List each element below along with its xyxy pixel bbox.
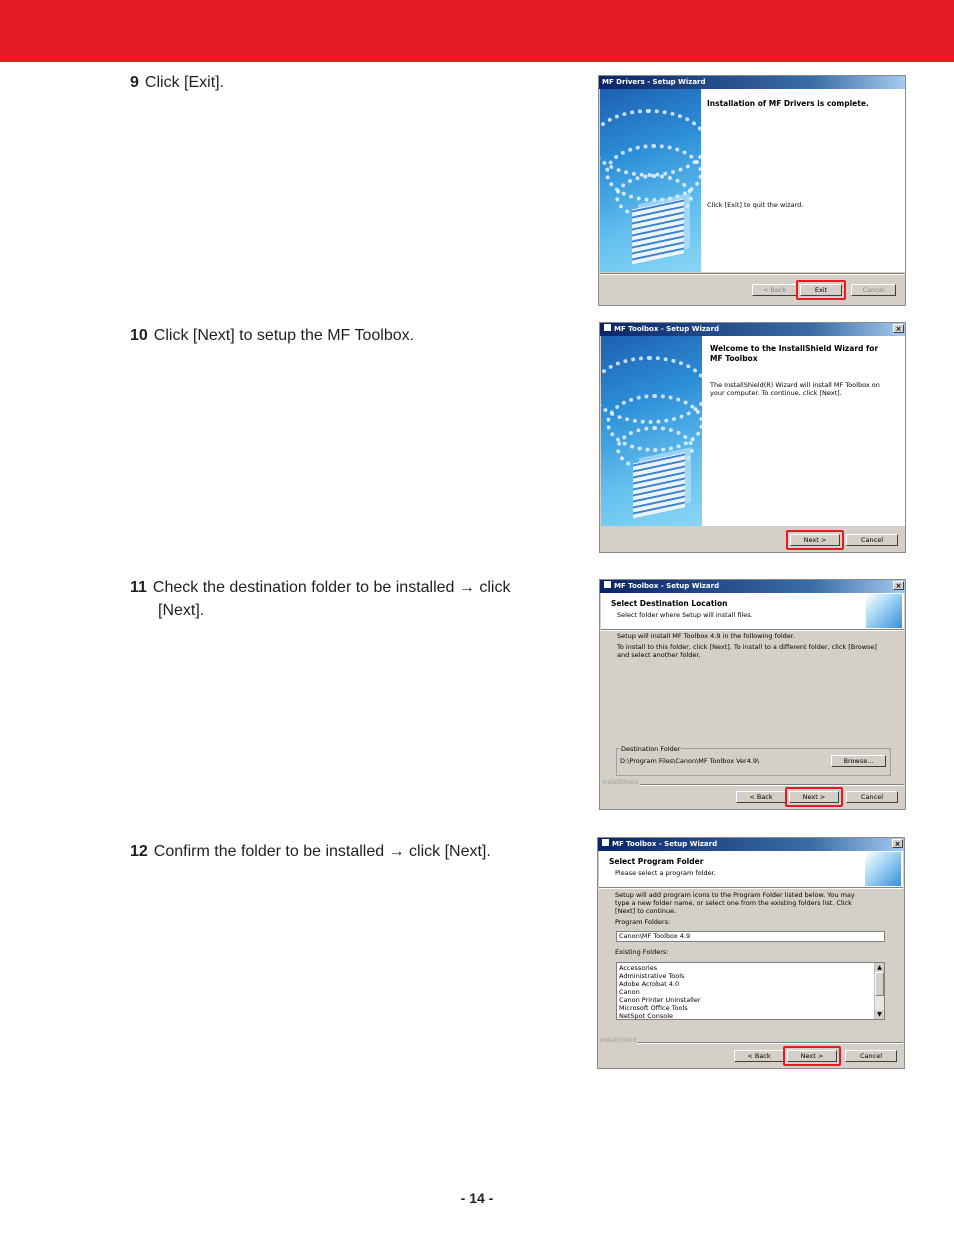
- destination-path: D:\Program Files\Canon\MF Toolbox Ver4.9\: [620, 757, 760, 765]
- highlight-frame: [785, 787, 843, 807]
- dialog-body: Click [Exit] to quit the wizard.: [707, 201, 804, 209]
- cancel-button[interactable]: Cancel: [846, 534, 898, 546]
- divider: [638, 1042, 903, 1044]
- divider: [599, 887, 903, 889]
- next-button[interactable]: Next >: [789, 791, 839, 803]
- dialog-content: [701, 89, 905, 272]
- step-12: [130, 840, 570, 863]
- highlight-frame: [783, 1046, 841, 1066]
- step-number: 9: [130, 74, 139, 91]
- scroll-down-icon[interactable]: ▼: [875, 1010, 884, 1019]
- program-folder-dialog: [597, 837, 905, 1069]
- scroll-thumb[interactable]: [875, 972, 884, 996]
- step-text-continued: [Next].: [158, 602, 205, 619]
- existing-folders-label: Existing Folders:: [615, 948, 669, 956]
- divider: [601, 629, 904, 631]
- dialog-body-line2: To install to this folder, click [Next]. To install to a different folder, click [Browse] and select another folder.: [617, 643, 877, 659]
- dialog-body: The InstallShield(R) Wizard will install MF Toolbox on your computer. To continue, click [Next].: [710, 381, 880, 397]
- app-icon: [601, 838, 610, 847]
- step-text: Check the destination folder to be installed → click: [152, 579, 511, 596]
- dialog-title: MF Toolbox - Setup Wizard: [614, 325, 720, 333]
- step-text: Click [Exit].: [144, 74, 225, 91]
- step-text: Confirm the folder to be installed → click [Next].: [153, 843, 491, 860]
- exit-button[interactable]: Exit: [800, 284, 842, 296]
- list-item[interactable]: Canon: [619, 988, 640, 996]
- dialog-title-bar: [598, 838, 904, 851]
- dialog-title-bar: [600, 580, 905, 593]
- existing-folders-list[interactable]: [616, 962, 885, 1020]
- cancel-button[interactable]: Cancel: [845, 1050, 897, 1062]
- step-11: [130, 576, 570, 622]
- setup-graphic: [865, 852, 901, 886]
- divider: [600, 273, 904, 275]
- step-text: Click [Next] to setup the MF Toolbox.: [153, 327, 415, 344]
- toolbox-welcome-dialog: [599, 322, 906, 553]
- destination-location-dialog: [599, 579, 906, 810]
- back-button[interactable]: < Back: [734, 1050, 784, 1062]
- browse-button[interactable]: Browse...: [831, 755, 886, 767]
- next-button[interactable]: Next >: [790, 534, 840, 546]
- scroll-up-icon[interactable]: ▲: [875, 963, 884, 972]
- highlight-frame: [786, 530, 844, 550]
- dialog-heading: Select Destination Location: [611, 599, 728, 608]
- dialog-title-bar: [599, 76, 905, 89]
- step-number: 11: [130, 579, 147, 596]
- dialog-header: [601, 593, 904, 629]
- dialog-body-line1: Setup will install MF Toolbox 4.9 in the following folder.: [617, 632, 795, 640]
- next-button[interactable]: Next >: [787, 1050, 837, 1062]
- list-item[interactable]: Microsoft Office Tools: [619, 1004, 688, 1012]
- cancel-button[interactable]: Cancel: [846, 791, 898, 803]
- close-icon[interactable]: ×: [892, 839, 903, 848]
- list-item[interactable]: Administrative Tools: [619, 972, 685, 980]
- list-item[interactable]: Canon Printer Uninstaller: [619, 996, 701, 1004]
- list-item[interactable]: Accessories: [619, 964, 658, 972]
- dialog-heading: Select Program Folder: [609, 857, 704, 866]
- drivers-complete-dialog: [598, 75, 906, 306]
- installshield-label: InstallShield: [600, 1037, 637, 1044]
- back-button[interactable]: < Back: [752, 284, 797, 296]
- dialog-content: [702, 336, 905, 526]
- close-icon[interactable]: ×: [893, 324, 904, 333]
- installshield-label: InstallShield: [602, 779, 639, 786]
- dialog-title: MF Toolbox - Setup Wizard: [612, 840, 718, 848]
- dialog-subheading: Select folder where Setup will install files.: [617, 611, 753, 619]
- cancel-button[interactable]: Cancel: [851, 284, 896, 296]
- scrollbar[interactable]: [874, 963, 884, 1019]
- list-item[interactable]: Adobe Acrobat 4.0: [619, 980, 680, 988]
- dialog-body: Setup will add program icons to the Program Folder listed below. You may type a new folder name, or select one from the existing folders list. Click [Next] to continue.: [615, 891, 855, 915]
- highlight-frame: [796, 280, 846, 300]
- dialog-heading: Installation of MF Drivers is complete.: [707, 99, 869, 108]
- step-9: [130, 71, 570, 94]
- dialog-header: [599, 851, 903, 887]
- header-banner: [0, 0, 954, 62]
- dialog-title: MF Toolbox - Setup Wizard: [614, 582, 720, 590]
- dialog-subheading: Please select a program folder.: [615, 869, 716, 877]
- dialog-title: MF Drivers - Setup Wizard: [602, 78, 706, 86]
- wizard-side-graphic: [600, 89, 701, 272]
- close-icon[interactable]: ×: [893, 581, 904, 590]
- group-label: Destination Folder: [621, 745, 681, 753]
- wizard-side-graphic: [601, 336, 702, 526]
- divider: [640, 784, 904, 786]
- list-item[interactable]: NetSpot Console: [619, 1012, 674, 1020]
- dialog-title-bar: [600, 323, 905, 336]
- app-icon: [603, 580, 612, 589]
- dialog-heading: Welcome to the InstallShield Wizard for MF Toolbox: [710, 344, 879, 363]
- step-number: 12: [130, 843, 148, 860]
- program-folders-label: Program Folders:: [615, 918, 671, 926]
- setup-graphic: [866, 594, 902, 628]
- step-number: 10: [130, 327, 148, 344]
- step-10: [130, 324, 570, 347]
- program-folder-input[interactable]: Canon\MF Toolbox 4.9: [616, 931, 885, 942]
- app-icon: [603, 323, 612, 332]
- page-number: - 14 -: [460, 1190, 494, 1206]
- back-button[interactable]: < Back: [736, 791, 786, 803]
